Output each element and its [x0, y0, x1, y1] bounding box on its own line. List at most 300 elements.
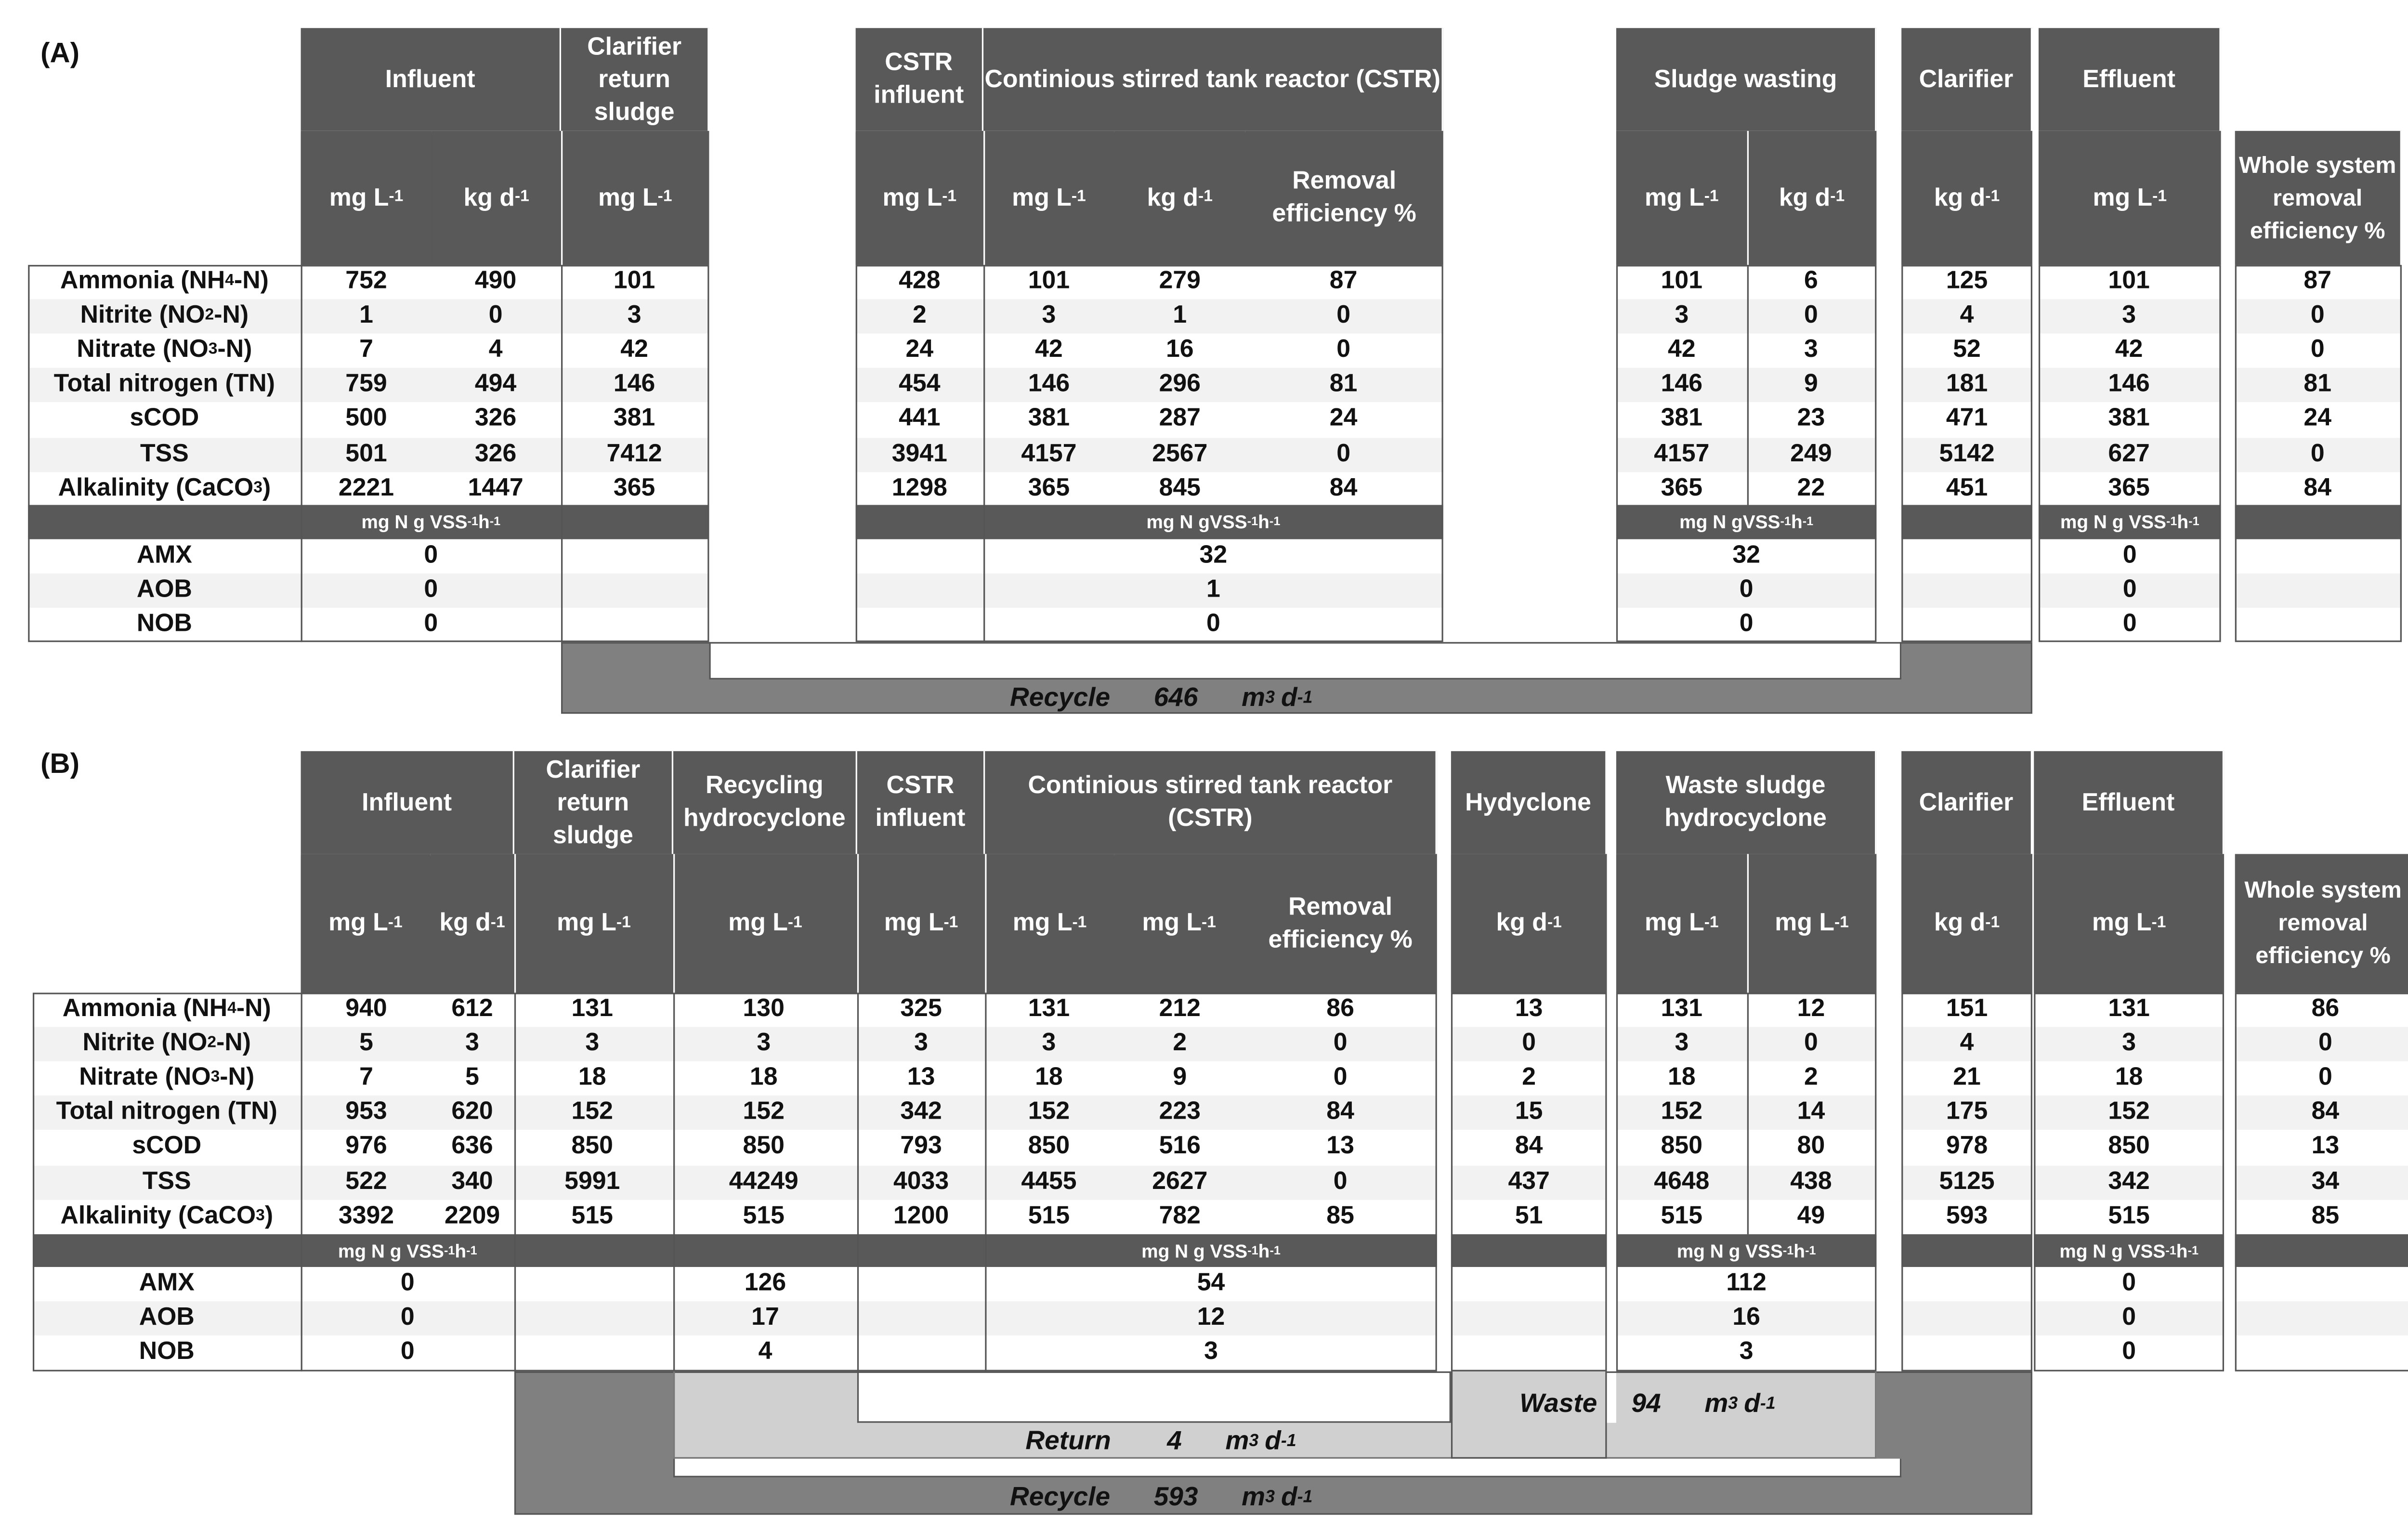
recycle-b-label-value: 593: [1153, 1482, 1198, 1512]
col-4-mgL-unit-text: mg L: [884, 910, 944, 937]
value-cell-text: 2627: [1152, 1168, 1208, 1195]
cstr-header-text: Continious stirred tank reactor (CSTR): [1028, 773, 1393, 833]
hdr-sep: [857, 854, 859, 992]
return-b-label-unit-d: d: [1265, 1426, 1281, 1456]
col-11-mgL-unit-text: mg L: [2092, 910, 2152, 937]
value-cell-text: 2: [1173, 1030, 1187, 1057]
value-cell-text: 9: [1173, 1065, 1187, 1092]
value-cell-text: 3: [2122, 302, 2136, 329]
col-6-mgL-unit: mg L -1: [1616, 131, 1747, 265]
effluent-header-text: Effluent: [2082, 66, 2175, 93]
value-cell-text: 0: [488, 302, 503, 329]
value-cell-text: 515: [571, 1202, 613, 1229]
rate-unit-sludge-h: h: [1791, 511, 1803, 533]
value-cell-text: 0: [1804, 302, 1818, 329]
value-cell-text: 152: [743, 1099, 785, 1126]
bio-cstr-text: 54: [1197, 1270, 1225, 1297]
value-cell-text: 1200: [893, 1202, 949, 1229]
col-6-mgL-unit-text: mg L: [1645, 184, 1704, 211]
recycle-b-label-label: Recycle: [1010, 1482, 1111, 1512]
value-cell-text: 44249: [729, 1168, 798, 1195]
col-0-mgL-unit-text: mg L: [328, 910, 388, 937]
value-cell-text: 42: [1035, 337, 1063, 364]
col-2-mgL-unit-text: mg L: [598, 184, 658, 211]
value-cell-text: 940: [345, 996, 387, 1023]
value-cell-text: 365: [613, 474, 655, 501]
value-cell-text: 515: [743, 1202, 785, 1229]
value-cell-text: 131: [1028, 996, 1070, 1023]
value-cell-text: 131: [2108, 996, 2150, 1023]
col-1-kgd-unit-text: kg d: [463, 184, 515, 211]
col-2-mgL-unit: mg L -1: [514, 854, 673, 992]
whole-system-header: [2235, 854, 2408, 992]
value-cell-text: 759: [345, 371, 387, 398]
value-cell-text: 627: [2108, 440, 2150, 467]
row-label-a-0: Ammonia (NH 4 -N): [28, 265, 301, 299]
col-0-mgL-unit: mg L -1: [301, 854, 431, 992]
cstr-influent-header: [857, 751, 985, 854]
bio-influent-text: 0: [424, 576, 438, 603]
hydyclone-header-text: Hydyclone: [1465, 789, 1592, 816]
value-cell-text: 175: [1946, 1099, 1988, 1126]
value-cell-text: 84: [1326, 1099, 1354, 1126]
value-cell-text: 490: [474, 268, 517, 295]
value-cell-text: 279: [1159, 268, 1201, 295]
waste-sludge-hydrocyclone-header-text: Waste sludge hydrocyclone: [1664, 773, 1827, 833]
value-cell-text: 4033: [893, 1168, 949, 1195]
value-cell-text: 978: [1946, 1134, 1988, 1161]
row-label-end: -N): [216, 1030, 251, 1057]
bio-label-text: AOB: [136, 576, 192, 603]
value-cell-text: 500: [345, 405, 387, 432]
value-cell-text: 84: [2303, 474, 2332, 501]
bio-cstr-text: 3: [1204, 1339, 1218, 1366]
value-cell-text: 22: [1797, 474, 1825, 501]
value-cell-text: 0: [1333, 1030, 1348, 1057]
row-label-text: Nitrate (NO: [79, 1065, 211, 1092]
value-cell-text: 18: [1668, 1065, 1696, 1092]
bio-influent-text: 0: [424, 611, 438, 638]
waste-b-label-value: 94: [1631, 1388, 1661, 1418]
cstr-header: [983, 28, 1443, 131]
value-cell-text: 3: [2122, 1030, 2136, 1057]
row-label-text: Ammonia (NH: [62, 996, 228, 1023]
rate-unit-influent: mg N g VSS -1 h -1: [361, 511, 501, 533]
value-cell-text: 18: [578, 1065, 606, 1092]
value-cell-text: 0: [1336, 337, 1351, 364]
value-cell-text: 86: [1326, 996, 1354, 1023]
col-10-kgd-unit-text: kg d: [1934, 910, 1986, 937]
value-cell-text: 976: [345, 1134, 387, 1161]
row-label-a-1: Nitrite (NO 2 -N): [28, 300, 301, 334]
clarifier-return-header: [561, 28, 709, 131]
rate-unit-influent-text: mg N g VSS: [338, 1240, 444, 1262]
bio-waste-text: 112: [1726, 1270, 1767, 1297]
hdr-sep: [985, 854, 986, 992]
col-3-mgL-unit-text: mg L: [882, 184, 942, 211]
value-cell-text: 3: [585, 1030, 600, 1057]
value-cell-text: 13: [2311, 1134, 2340, 1161]
value-cell-text: 152: [1661, 1099, 1703, 1126]
value-cell-text: 381: [2108, 405, 2150, 432]
col-line: [1747, 265, 1749, 505]
value-cell-text: 3: [914, 1030, 929, 1057]
value-cell-text: 850: [571, 1134, 613, 1161]
table-frame-influent: [28, 265, 709, 642]
value-cell-text: 1298: [891, 474, 947, 501]
value-cell-text: 181: [1946, 371, 1988, 398]
bio-cstr-text: 12: [1197, 1305, 1225, 1331]
rate-unit-cstr-text: mg N g VSS: [1141, 1240, 1248, 1262]
rate-unit-waste: mg N g VSS -1 h -1: [1676, 1240, 1816, 1262]
hdr-sep: [1747, 131, 1749, 265]
value-cell-text: 0: [2310, 440, 2325, 467]
value-cell-text: 24: [1329, 405, 1358, 432]
value-cell-text: 1: [1173, 302, 1187, 329]
value-cell-text: 4648: [1654, 1168, 1710, 1195]
col-line: [985, 992, 986, 1371]
col-4-mgL-unit: mg L -1: [857, 854, 985, 992]
cstr-header-text: Continious stirred tank reactor (CSTR): [984, 66, 1441, 93]
panel-b-letter-text: (B): [40, 748, 80, 780]
row-label-end: -N): [236, 996, 271, 1023]
value-cell-text: 101: [613, 268, 655, 295]
clarifier-return-header: [514, 751, 673, 854]
row-label-text: sCOD: [130, 405, 199, 432]
value-cell-text: 850: [1028, 1134, 1070, 1161]
clarifier-return-header-text: Clarifier return sludge: [587, 33, 681, 126]
recycling-hydrocyclone-header: [673, 751, 857, 854]
value-cell-text: 381: [1028, 405, 1070, 432]
bio-waste-text: 3: [1739, 1339, 1754, 1366]
value-cell-text: 2567: [1152, 440, 1208, 467]
col-1-kgd-unit: kg d -1: [432, 131, 561, 265]
rate-unit-influent: mg N g VSS -1 h -1: [338, 1240, 477, 1262]
value-cell-text: 86: [2311, 996, 2340, 1023]
recycle-a-label-value: 646: [1153, 682, 1198, 712]
col-7-kgd-unit-text: kg d: [1779, 184, 1831, 211]
bio-effluent-text: 0: [2122, 1339, 2136, 1366]
value-cell-text: 3: [1042, 302, 1056, 329]
waste-b-label: Waste 94 m 3 d -1: [1519, 1385, 1924, 1423]
rate-unit-cstr-text: mg N gVSS: [1146, 511, 1247, 533]
value-cell-text: 2: [912, 302, 927, 329]
bio-influent-text: 0: [400, 1270, 415, 1297]
cstr-influent-header: [856, 28, 983, 131]
bio-cstr-text: 0: [1206, 611, 1220, 638]
value-cell-text: 325: [900, 996, 942, 1023]
recycle-b-label: Recycle 593 m 3 d -1: [1010, 1479, 1415, 1516]
hdr-sep: [514, 854, 516, 992]
row-label-end: ): [262, 474, 271, 501]
value-cell-text: 593: [1946, 1202, 1988, 1229]
table-frame-clarifier: [1901, 992, 2032, 1371]
recycle-a-label: Recycle 646 m 3 d -1: [1010, 679, 1415, 717]
value-cell-text: 850: [743, 1134, 785, 1161]
table-frame-clarifier: [1901, 265, 2032, 642]
value-cell-text: 13: [907, 1065, 935, 1092]
value-cell-text: 326: [474, 405, 517, 432]
rate-unit-sludge: mg N gVSS -1 h -1: [1679, 511, 1814, 533]
col-7-kgd-unit: kg d -1: [1747, 131, 1877, 265]
value-cell-text: 18: [2115, 1065, 2143, 1092]
hdr-sep: [673, 854, 675, 992]
bio-label-text: NOB: [139, 1339, 195, 1366]
row-label-text: Total nitrogen (TN): [53, 371, 275, 398]
value-cell-text: 1447: [468, 474, 523, 501]
value-cell-text: 612: [451, 996, 493, 1023]
hdr-sep: [1747, 854, 1749, 992]
table-frame-effluent: [2034, 992, 2224, 1371]
bio-influent-text: 0: [400, 1339, 415, 1366]
row-label-text: Alkalinity (CaCO: [58, 474, 254, 501]
value-cell-text: 152: [571, 1099, 613, 1126]
rate-unit-effluent: mg N g VSS -1 h -1: [2059, 1240, 2199, 1262]
col-line: [1747, 992, 1749, 1234]
value-cell-text: 101: [1028, 268, 1070, 295]
value-cell-text: 0: [1522, 1030, 1536, 1057]
rate-unit-effluent-h: h: [2177, 511, 2189, 533]
row-label-text: TSS: [140, 440, 189, 467]
table-frame-whole: [2235, 992, 2408, 1371]
value-cell-text: 4455: [1021, 1168, 1077, 1195]
value-cell-text: 130: [743, 996, 785, 1023]
value-cell-text: 793: [900, 1134, 942, 1161]
col-8-kgd-unit-text: kg d: [1934, 184, 1986, 211]
value-cell-text: 152: [2108, 1099, 2150, 1126]
col-5-mgL-unit-text: mg L: [1012, 910, 1073, 937]
return-b-label-label: Return: [1025, 1426, 1111, 1456]
col-8-kgd-unit: kg d -1: [1901, 131, 2032, 265]
value-cell-text: 516: [1159, 1134, 1201, 1161]
value-cell-text: 49: [1797, 1202, 1825, 1229]
table-frame-waste: [1616, 992, 1876, 1371]
row-label-text: Nitrite (NO: [82, 1030, 208, 1057]
influent-header: [301, 28, 561, 131]
value-cell-text: 42: [620, 337, 648, 364]
value-cell-text: 3392: [338, 1202, 394, 1229]
value-cell-text: 223: [1159, 1099, 1201, 1126]
rate-unit-influent-h: h: [478, 511, 490, 533]
table-frame-effluent: [2039, 265, 2221, 642]
hdr-sep: [561, 131, 563, 265]
recycle-b-label-unit-d: d: [1281, 1482, 1297, 1512]
value-cell-text: 6: [1804, 268, 1818, 295]
col-5-kgd-unit: kg d -1: [1114, 131, 1245, 265]
recycling-hydrocyclone-header-text: Recycling hydrocyclone: [683, 773, 846, 833]
row-label-end: -N): [217, 337, 252, 364]
bio-influent-text: 0: [424, 542, 438, 569]
value-cell-text: 84: [2311, 1099, 2340, 1126]
recycle-a-label-label: Recycle: [1010, 682, 1111, 712]
value-cell-text: 4157: [1654, 440, 1710, 467]
value-cell-text: 81: [2303, 371, 2332, 398]
value-cell-text: 84: [1329, 474, 1358, 501]
value-cell-text: 42: [2115, 337, 2143, 364]
value-cell-text: 24: [2303, 405, 2332, 432]
value-cell-text: 3941: [891, 440, 947, 467]
waste-sludge-hydrocyclone-header: [1616, 751, 1876, 854]
value-cell-text: 340: [451, 1168, 493, 1195]
removal-unit-text: Removal efficiency %: [1272, 168, 1416, 228]
panel-a-letter-text: (A): [40, 37, 80, 69]
value-cell-text: 101: [1661, 268, 1703, 295]
cstr-influent-header-text: CSTR influent: [875, 773, 966, 833]
value-cell-text: 782: [1159, 1202, 1201, 1229]
clarifier-header: [1901, 28, 2032, 131]
effluent-header: [2039, 28, 2221, 131]
col-line: [301, 265, 302, 642]
row-label-end: -N): [234, 268, 269, 295]
rate-unit-cstr: mg N g VSS -1 h -1: [1141, 1240, 1281, 1262]
value-cell-text: 84: [1515, 1134, 1543, 1161]
recycle-b-label-unit: m: [1242, 1482, 1266, 1512]
rate-unit-cstr: mg N gVSS -1 h -1: [1146, 511, 1281, 533]
value-cell-text: 2: [1522, 1065, 1536, 1092]
table-frame-cstr: [856, 265, 1443, 642]
value-cell-text: 7: [359, 337, 373, 364]
value-cell-text: 0: [1333, 1168, 1348, 1195]
value-cell-text: 146: [613, 371, 655, 398]
col-9-mgL-unit: mg L -1: [2039, 131, 2221, 265]
value-cell-text: 3: [1675, 1030, 1689, 1057]
value-cell-text: 9: [1804, 371, 1818, 398]
row-label-end: -N): [214, 302, 249, 329]
col-4-mgL-unit-text: mg L: [1012, 184, 1072, 211]
value-cell-text: 51: [1515, 1202, 1543, 1229]
col-line: [857, 992, 859, 1371]
value-cell-text: 7412: [606, 440, 662, 467]
value-cell-text: 146: [1028, 371, 1070, 398]
value-cell-text: 3: [1675, 302, 1689, 329]
value-cell-text: 0: [2310, 337, 2325, 364]
row-label-end: ): [264, 1202, 274, 1229]
row-label-text: Nitrate (NO: [77, 337, 209, 364]
bio-waste-text: 16: [1732, 1305, 1760, 1331]
value-cell-text: 522: [345, 1168, 387, 1195]
bio-cstr-text: 32: [1199, 542, 1228, 569]
effluent-header-text: Effluent: [2081, 789, 2175, 816]
cstr-header: [985, 751, 1437, 854]
value-cell-text: 471: [1946, 405, 1988, 432]
value-cell-text: 0: [2310, 302, 2325, 329]
col-8-mgL-unit: mg L -1: [1616, 854, 1747, 992]
col-9-mgL-unit: mg L -1: [1747, 854, 1877, 992]
value-cell-text: 381: [613, 405, 655, 432]
value-cell-text: 14: [1797, 1099, 1825, 1126]
value-cell-text: 23: [1797, 405, 1825, 432]
value-cell-text: 2209: [444, 1202, 500, 1229]
value-cell-text: 515: [1028, 1202, 1070, 1229]
bio-recycling-text: 17: [751, 1305, 779, 1331]
col-11-mgL-unit: mg L -1: [2034, 854, 2224, 992]
value-cell-text: 0: [2318, 1065, 2332, 1092]
bio-label-text: AMX: [139, 1270, 195, 1297]
value-cell-text: 1: [359, 302, 373, 329]
value-cell-text: 87: [1329, 268, 1358, 295]
row-label-text: Alkalinity (CaCO: [60, 1202, 256, 1229]
col-3-mgL-unit: mg L -1: [673, 854, 857, 992]
value-cell-text: 18: [1035, 1065, 1063, 1092]
value-cell-text: 249: [1790, 440, 1832, 467]
col-0-mgL-unit-text: mg L: [329, 184, 389, 211]
value-cell-text: 12: [1797, 996, 1825, 1023]
removal-unit-text: Removal efficiency %: [1268, 893, 1413, 953]
bio-sludge-text: 0: [1739, 576, 1754, 603]
value-cell-text: 515: [1661, 1202, 1703, 1229]
return-b-label-unit: m: [1225, 1426, 1249, 1456]
col-2-mgL-unit-text: mg L: [557, 910, 616, 937]
value-cell-text: 342: [900, 1099, 942, 1126]
value-cell-text: 3: [757, 1030, 771, 1057]
value-cell-text: 5142: [1939, 440, 1995, 467]
col-5-kgd-unit-text: kg d: [1147, 184, 1199, 211]
col-0-mgL-unit: mg L -1: [301, 131, 432, 265]
return-b-label: Return 4 m 3 d -1: [1025, 1423, 1430, 1461]
row-label-text: Ammonia (NH: [60, 268, 225, 295]
value-cell-text: 81: [1329, 371, 1358, 398]
value-cell-text: 0: [1333, 1065, 1348, 1092]
value-cell-text: 437: [1508, 1168, 1550, 1195]
table-frame-hydyclone: [1451, 992, 1607, 1371]
value-cell-text: 501: [345, 440, 387, 467]
value-cell-text: 131: [1661, 996, 1703, 1023]
whole-system-header: [2235, 131, 2402, 265]
influent-header-text: Influent: [385, 66, 475, 93]
col-1-kgd-unit-text: kg d: [439, 910, 491, 937]
rate-unit-sludge-text: mg N gVSS: [1679, 511, 1780, 533]
clarifier-header: [1901, 751, 2032, 854]
value-cell-text: 365: [1028, 474, 1070, 501]
col-9-mgL-unit-text: mg L: [2093, 184, 2153, 211]
value-cell-text: 85: [2311, 1202, 2340, 1229]
clarifier-header-text: Clarifier: [1919, 66, 2014, 93]
bio-recycling-text: 126: [744, 1270, 786, 1297]
value-cell-text: 7: [359, 1065, 373, 1092]
value-cell-text: 850: [1661, 1134, 1703, 1161]
value-cell-text: 4: [1960, 1030, 1974, 1057]
row-label-b-6: Alkalinity (CaCO 3 ): [33, 1200, 301, 1234]
value-cell-text: 451: [1946, 474, 1988, 501]
value-cell-text: 850: [2108, 1134, 2150, 1161]
row-label-b-0: Ammonia (NH 4 -N): [33, 992, 301, 1027]
col-3-mgL-unit: mg L -1: [856, 131, 983, 265]
sludge-wasting-header-text: Sludge wasting: [1654, 66, 1837, 93]
row-label-text: sCOD: [132, 1134, 202, 1161]
rate-unit-effluent-text: mg N g VSS: [2059, 1240, 2166, 1262]
value-cell-text: 342: [2108, 1168, 2150, 1195]
value-cell-text: 4157: [1021, 440, 1077, 467]
value-cell-text: 151: [1946, 996, 1988, 1023]
hydyclone-header: [1451, 751, 1607, 854]
return-b-label-value: 4: [1167, 1426, 1182, 1456]
panel-b-letter: [40, 748, 134, 785]
value-cell-text: 24: [905, 337, 934, 364]
whole-system-header-text: Whole system removal efficiency %: [2244, 877, 2402, 969]
value-cell-text: 34: [2311, 1168, 2340, 1195]
value-cell-text: 2: [1804, 1065, 1818, 1092]
value-cell-text: 365: [1661, 474, 1703, 501]
col-6-mgL-unit: mg L -1: [1114, 854, 1244, 992]
value-cell-text: 752: [345, 268, 387, 295]
value-cell-text: 0: [1336, 440, 1351, 467]
col-7-kgd-unit-text: kg d: [1496, 910, 1547, 937]
rate-unit-effluent-h: h: [2176, 1240, 2188, 1262]
value-cell-text: 3: [465, 1030, 479, 1057]
waste-b-label-unit: m: [1704, 1388, 1728, 1418]
value-cell-text: 441: [899, 405, 941, 432]
value-cell-text: 5: [465, 1065, 479, 1092]
